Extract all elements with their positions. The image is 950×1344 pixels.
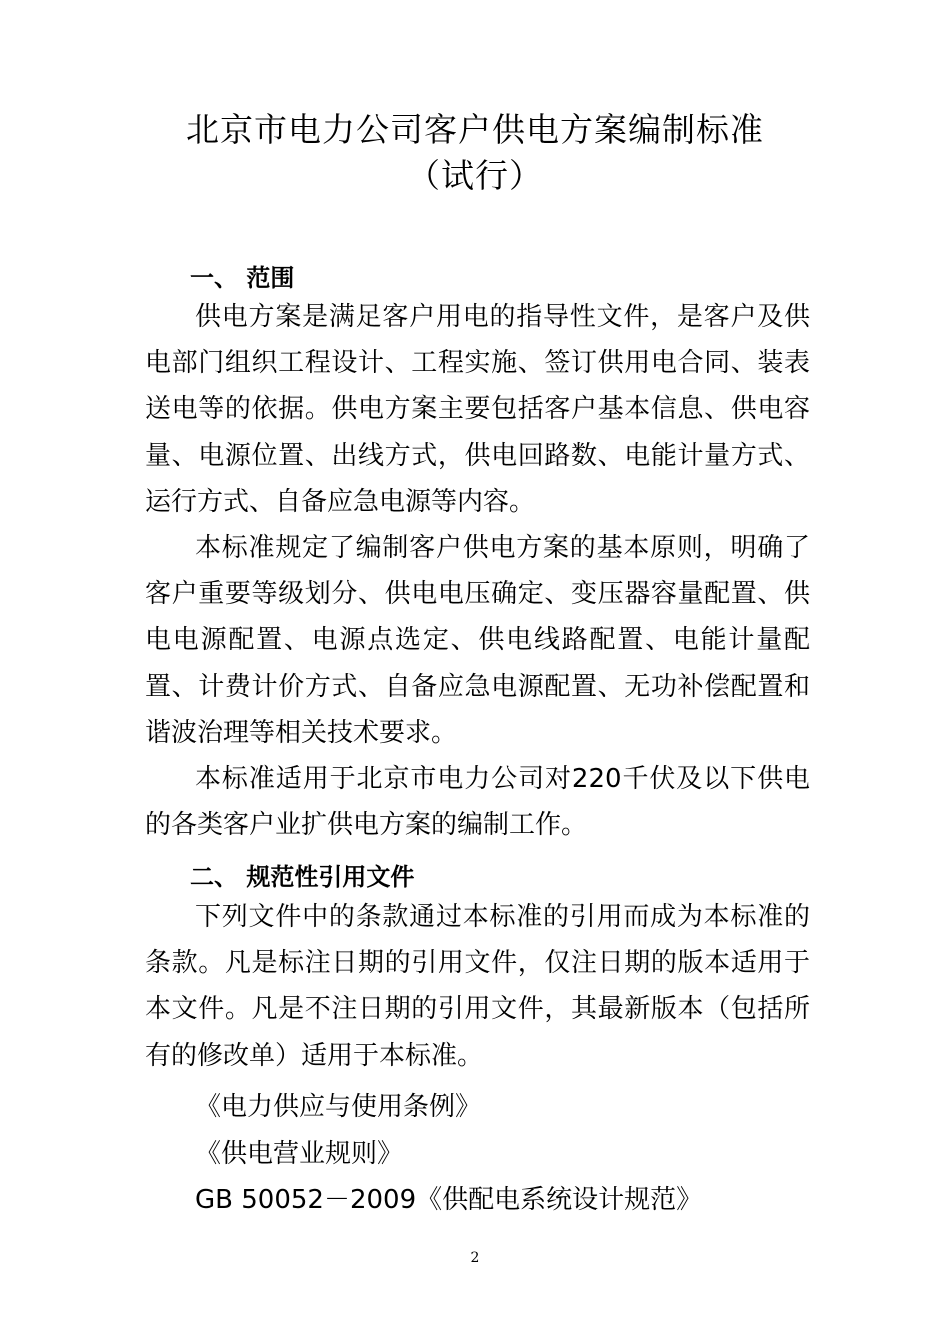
section-heading-scope: 一、 范围 <box>190 264 295 292</box>
scope-paragraph-2: 本标准规定了编制客户供电方案的基本原则，明确了客户重要等级划分、供电电压确定、变压器容量配置、供电电源配置、电源点选定、供电线路配置、电能计量配置、计费计价方式、自备应急电源配置、无功补偿配置和谐波治理等相关技术要求。 <box>145 533 810 748</box>
reference-item: GB 50052－2009《供配电系统设计规范》 <box>195 1185 703 1215</box>
document-subtitle: （试行） <box>407 156 543 195</box>
section-heading-references: 二、 规范性引用文件 <box>190 863 415 891</box>
document-title: 北京市电力公司客户供电方案编制标准 <box>186 110 764 149</box>
reference-item: 《供电营业规则》 <box>195 1139 404 1169</box>
references-intro-paragraph: 下列文件中的条款通过本标准的引用而成为本标准的条款。凡是标注日期的引用文件，仅注日期的版本适用于本文件。凡是不注日期的引用文件，其最新版本（包括所有的修改单）适用于本标准。 <box>145 902 810 1071</box>
reference-item: 《电力供应与使用条例》 <box>195 1092 482 1122</box>
scope-paragraph-1: 供电方案是满足客户用电的指导性文件，是客户及供电部门组织工程设计、工程实施、签订供用电合同、装表送电等的依据。供电方案主要包括客户基本信息、供电容量、电源位置、出线方式，供电回路数、电能计量方式、运行方式、自备应急电源等内容。 <box>145 302 810 517</box>
scope-paragraph-3: 本标准适用于北京市电力公司对220千伏及以下供电的各类客户业扩供电方案的编制工作。 <box>145 764 810 841</box>
page-number: 2 <box>470 1250 480 1266</box>
